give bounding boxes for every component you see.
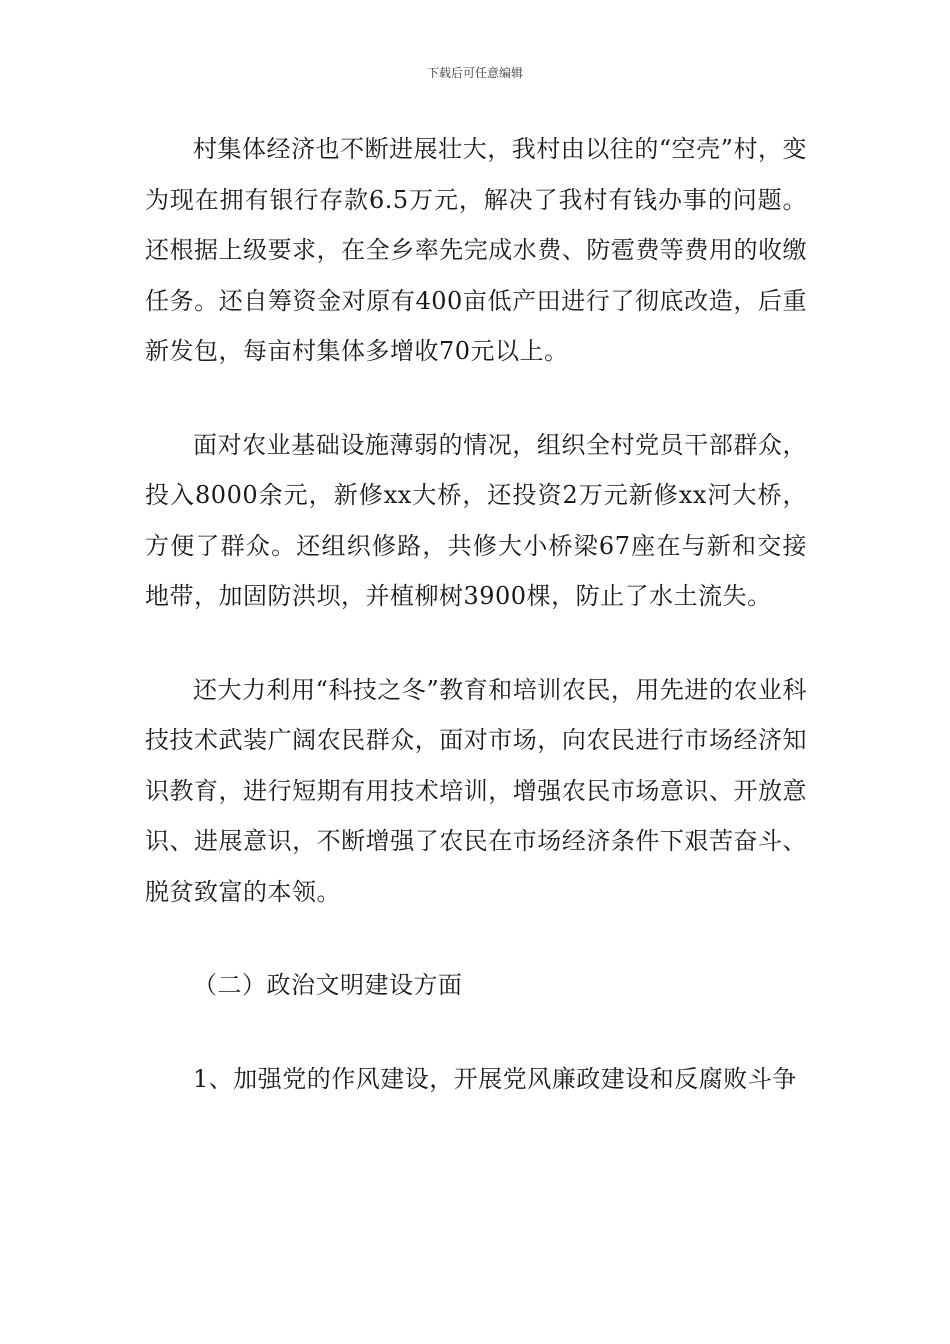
section-heading-political: （二）政治文明建设方面: [193, 971, 463, 999]
paragraph-infrastructure: 面对农业基础设施薄弱的情况，组织全村党员干部群众，投入8000余元，新修xx大桥，还投资2万元新修xx河大桥，方便了群众。还组织修路，共修大小桥梁67座在与新和交接地带，加固防洪坝，并植柳树3900棵，防止了水土流失。: [145, 430, 807, 610]
paragraph-collective-economy: 村集体经济也不断进展壮大，我村由以往的“空壳”村，变为现在拥有银行存款6.5万元，解决了我村有钱办事的问题。还根据上级要求，在全乡率先完成水费、防雹费等费用的收缴任务。还自筹资金对原有400亩低产田进行了彻底改造，后重新发包，每亩村集体多增收70元以上。: [145, 135, 807, 365]
document-body: [145, 124, 807, 1104]
list-item-party-conduct: 1、加强党的作风建设，开展党风廉政建设和反腐败斗争: [193, 1064, 797, 1093]
page-header-note: 下载后可任意编辑: [426, 66, 523, 80]
paragraph-technology-training: 还大力利用“科技之冬”教育和培训农民，用先进的农业科技技术武装广阔农民群众，面对市场，向农民进行市场经济知识教育，进行短期有用技术培训，增强农民市场意识、开放意识、进展意识，不断增强了农民在市场经济条件下艰苦奋斗、脱贫致富的本领。: [145, 675, 807, 906]
